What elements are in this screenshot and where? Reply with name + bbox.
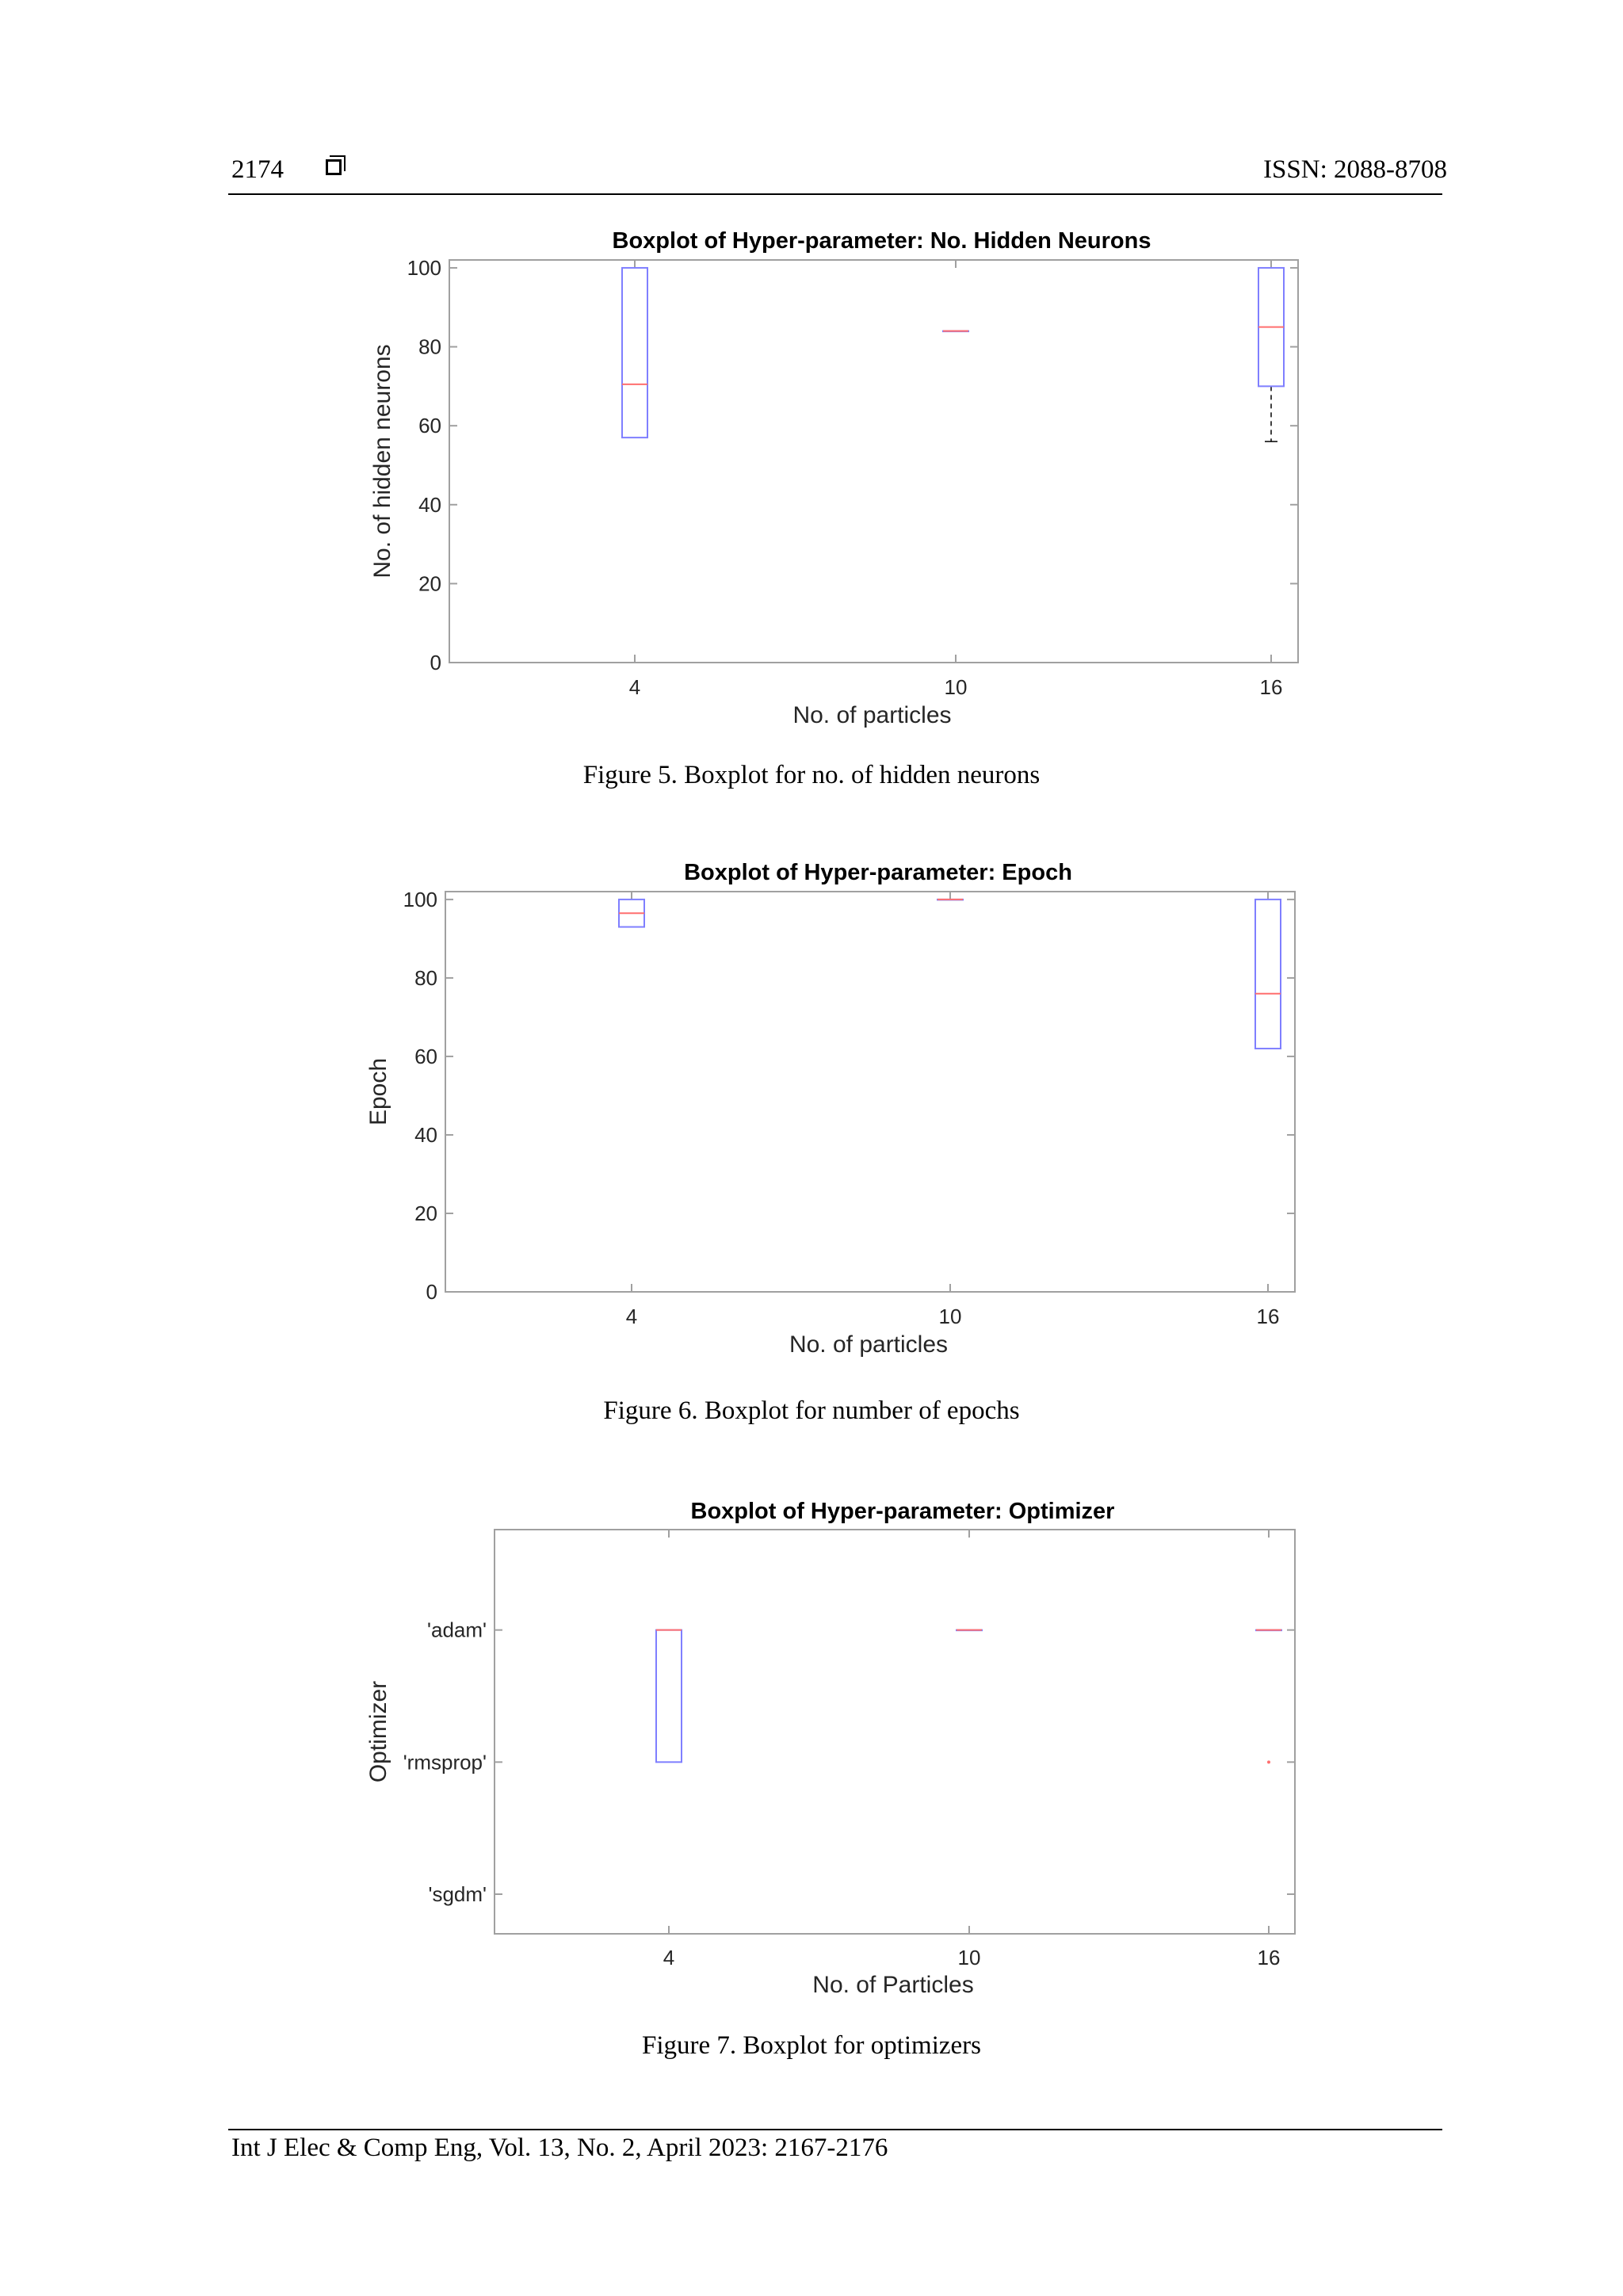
x-tick-label: 16 — [1257, 1946, 1281, 1969]
footer-citation: Int J Elec & Comp Eng, Vol. 13, No. 2, April 2023: 2167-2176 — [231, 2134, 888, 2162]
y-tick-label: 100 — [407, 255, 441, 280]
y-axis-label: Epoch — [365, 1057, 391, 1126]
y-tick-label: 20 — [418, 571, 441, 596]
y-tick-label: 100 — [403, 887, 437, 911]
chart-title: Boxplot of Hyper-parameter: No. Hidden Neurons — [612, 228, 1151, 254]
y-tick-label: 0 — [430, 651, 441, 674]
x-axis-label: No. of particles — [792, 702, 952, 728]
box-iqr — [656, 1630, 682, 1763]
y-tick-label: 80 — [418, 334, 441, 359]
page-number: 2174 — [231, 155, 284, 184]
figure-7-caption: Figure 7. Boxplot for optimizers — [641, 2031, 982, 2060]
figure-5-caption: Figure 5. Boxplot for no. of hidden neurons — [582, 761, 1041, 789]
x-tick-label: 16 — [1256, 1305, 1280, 1328]
x-tick-label: 16 — [1259, 675, 1283, 699]
footer-rule — [228, 2129, 1442, 2130]
chart-title: Boxplot of Hyper-parameter: Epoch — [684, 860, 1072, 885]
plot-frame — [495, 1530, 1295, 1934]
y-tick-label: 60 — [414, 1044, 437, 1068]
x-tick-label: 10 — [957, 1946, 981, 1969]
y-tick-label: 80 — [414, 965, 437, 990]
x-tick-label: 4 — [663, 1946, 675, 1969]
y-axis-label: Optimizer — [365, 1680, 391, 1783]
y-tick-label: 60 — [418, 414, 441, 438]
x-axis-label: No. of particles — [789, 1331, 949, 1358]
y-tick-label: 'sgdm' — [428, 1882, 487, 1906]
x-tick-label: 4 — [628, 675, 641, 699]
chart-title: Boxplot of Hyper-parameter: Optimizer — [690, 1499, 1115, 1524]
figure-6-caption: Figure 6. Boxplot for number of epochs — [603, 1396, 1020, 1425]
y-axis-label: No. of hidden neurons — [369, 344, 395, 579]
x-tick-label: 10 — [944, 675, 968, 699]
y-tick-label: 20 — [414, 1201, 437, 1225]
x-tick-label: 4 — [625, 1305, 638, 1328]
y-tick-label: 40 — [418, 492, 441, 517]
x-axis-label: No. of Particles — [812, 1972, 974, 1998]
y-tick-label: 0 — [426, 1280, 437, 1304]
y-tick-label: 'rmsprop' — [403, 1750, 487, 1775]
y-tick-label: 'adam' — [427, 1618, 487, 1642]
issn: ISSN: 2088-8708 — [1263, 155, 1447, 184]
box-outlier — [1267, 1760, 1270, 1763]
x-tick-label: 10 — [938, 1305, 962, 1328]
y-tick-label: 40 — [414, 1122, 437, 1147]
